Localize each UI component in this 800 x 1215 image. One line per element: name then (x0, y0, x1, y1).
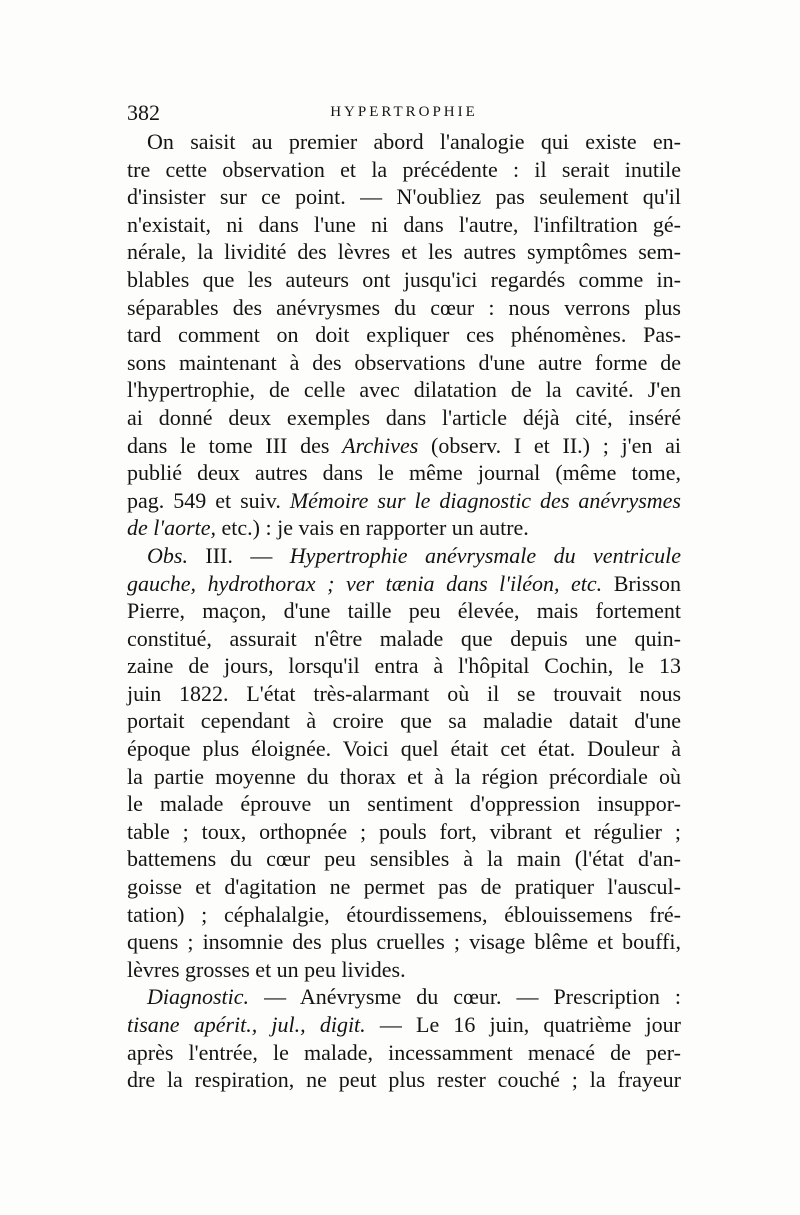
text-line (127, 597, 681, 625)
text-span: goisse et d'agitation ne permet pas de pratiquer l'auscul- (127, 874, 681, 900)
text-span: portait cependant à croire que sa maladie datait d'une (127, 708, 681, 734)
text-span: battemens du cœur peu sensibles à la main (l'état d'an- (127, 846, 681, 872)
text-line (127, 873, 681, 901)
text-span: — Le 16 juin, quatrième jour (365, 1012, 681, 1037)
text-line (127, 1039, 681, 1067)
text-line (127, 707, 681, 735)
text-line (127, 928, 681, 956)
text-line (127, 514, 681, 542)
text-line (127, 570, 681, 598)
text-span: table ; toux, orthopnée ; pouls fort, vibrant et régulier ; (127, 818, 681, 844)
text-line (127, 349, 681, 377)
text-span: nérale, la lividité des lèvres et les autres symptômes sem- (127, 239, 681, 265)
text-line (127, 542, 681, 570)
text-line (127, 983, 681, 1011)
text-line (127, 294, 681, 322)
text-span: époque plus éloignée. Voici quel était cet état. Douleur à (127, 736, 681, 762)
page-number: 382 (127, 100, 160, 125)
text-line (127, 238, 681, 266)
italic-text: gauche, hydrothorax ; ver tænia dans l'iléon, etc. (127, 570, 603, 596)
italic-text: tisane apérit., jul., digit. (127, 1012, 366, 1037)
text-span: l'hypertrophie, de celle avec dilatation de la cavité. J'en (127, 377, 681, 403)
text-span: séparables des anévrysmes du cœur : nous verrons plus (127, 294, 681, 320)
text-span: après l'entrée, le malade, incessamment menacé de per- (127, 1039, 681, 1065)
text-span: sons maintenant à des observations d'une autre forme de (127, 349, 681, 375)
text-line (127, 845, 681, 873)
text-span: ai donné deux exemples dans l'article déjà cité, inséré (127, 404, 681, 430)
text-span: tre cette observation et la précédente : il serait inutile (127, 156, 681, 182)
text-line (127, 128, 681, 156)
text-line (127, 1011, 681, 1039)
text-span: publié deux autres dans le même journal (même tome, (127, 460, 681, 486)
text-span: (observ. I et II.) ; j'en ai (418, 432, 681, 458)
text-span: la partie moyenne du thorax et à la région précordiale où (127, 763, 681, 789)
page-header (127, 100, 681, 126)
text-span: dre la respiration, ne peut plus rester couché ; la frayeur (127, 1067, 681, 1093)
text-span: zaine de jours, lorsqu'il entra à l'hôpital Cochin, le 13 (127, 653, 681, 679)
italic-text: Hypertrophie anévrysmale du ventricule (289, 542, 681, 568)
italic-text: Mémoire sur le diagnostic des anévrysmes (289, 487, 681, 513)
text-span: le malade éprouve un sentiment d'oppression insuppor- (127, 791, 681, 817)
text-span: tation) ; céphalalgie, étourdissemens, éblouissemens fré- (127, 901, 681, 927)
italic-text: de l'aorte, (127, 515, 217, 541)
text-line (127, 652, 681, 680)
text-span: lèvres grosses et un peu livides. (127, 956, 406, 982)
text-line (127, 156, 681, 184)
text-span: blables que les auteurs ont jusqu'ici regardés comme in- (127, 266, 681, 292)
italic-text: Diagnostic. (147, 984, 250, 1010)
text-line (127, 183, 681, 211)
running-title: HYPERTROPHIE (330, 104, 478, 120)
text-line (127, 459, 681, 487)
italic-text: Obs. (147, 542, 188, 568)
text-span: quens ; insomnie des plus cruelles ; visage blême et bouffi, (127, 929, 681, 955)
text-span: n'existait, ni dans l'une ni dans l'autre, l'infiltration gé- (127, 211, 681, 237)
text-line (127, 321, 681, 349)
text-span: tard comment on doit expliquer ces phénomènes. Pas- (127, 322, 681, 348)
text-line (127, 763, 681, 791)
text-span: — Anévrysme du cœur. — Prescription : (249, 984, 681, 1010)
text-line (127, 487, 681, 515)
text-line (127, 404, 681, 432)
text-span: III. — (187, 542, 290, 568)
text-line (127, 432, 681, 460)
text-line (127, 735, 681, 763)
text-span: On saisit au premier abord l'analogie qui existe en- (147, 129, 681, 154)
text-line (127, 956, 681, 984)
text-span: juin 1822. L'état très-alarmant où il se trouvait nous (127, 680, 681, 706)
text-span: Brisson (602, 570, 681, 596)
text-span: d'insister sur ce point. — N'oubliez pas seulement qu'il (127, 184, 681, 210)
text-line (127, 266, 681, 294)
text-span: dans le tome III des (127, 432, 343, 458)
text-line (127, 901, 681, 929)
text-line (127, 1066, 681, 1094)
text-line (127, 680, 681, 708)
text-span: constitué, assurait n'être malade que depuis une quin- (127, 625, 681, 651)
italic-text: Archives (342, 432, 419, 458)
text-span: Pierre, maçon, d'une taille peu élevée, mais fortement (127, 598, 681, 624)
text-span: pag. 549 et suiv. (127, 487, 290, 513)
body-text (127, 128, 681, 1094)
text-line (127, 790, 681, 818)
text-line (127, 376, 681, 404)
text-line (127, 211, 681, 239)
text-line (127, 625, 681, 653)
text-line (127, 818, 681, 846)
text-span: etc.) : je vais en rapporter un autre. (216, 515, 529, 541)
